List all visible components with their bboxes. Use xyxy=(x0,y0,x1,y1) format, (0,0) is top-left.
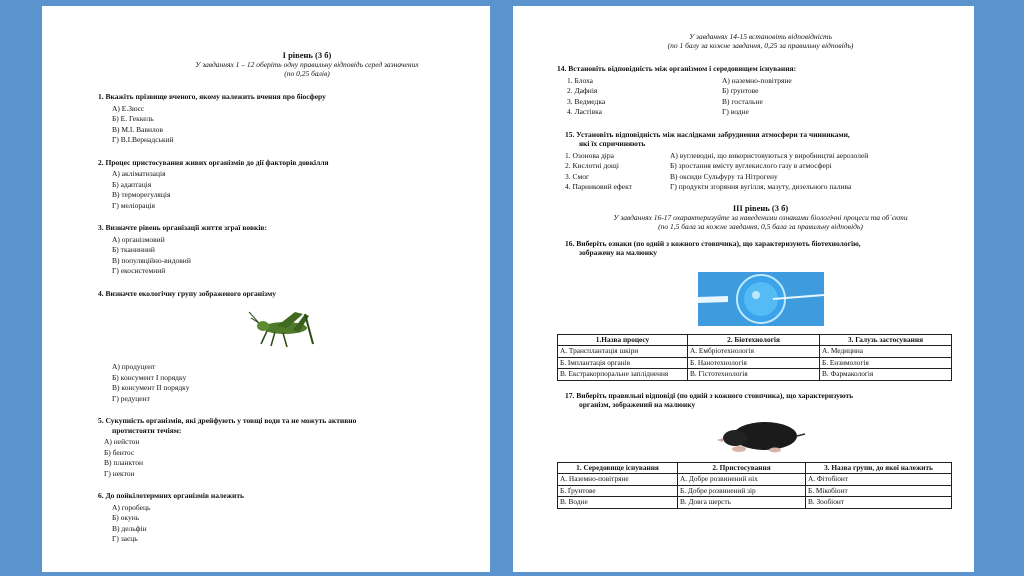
table-row xyxy=(558,485,952,497)
table-cell: В. Зообіонт xyxy=(806,497,952,509)
table-cell: Б. Добре розвинений зір xyxy=(678,485,806,497)
mole-image xyxy=(557,416,964,456)
question-15-text: 15. Установіть відповідність між наслідками забруднення атмосфери та чинниками, xyxy=(565,129,850,139)
option: А) горобець xyxy=(112,502,151,512)
option: Б) адаптація xyxy=(112,179,152,189)
option: А) нейстон xyxy=(104,437,140,446)
level-1-title: І рівень (3 б) xyxy=(282,50,332,60)
table-row xyxy=(558,357,952,369)
option: Б) окунь xyxy=(112,513,140,522)
option: Г) екосистемний xyxy=(112,266,166,275)
option: Г) заєць xyxy=(112,534,138,543)
table-cell: Б. Імплантація органів xyxy=(558,357,688,369)
question-15 xyxy=(557,130,964,193)
option: Б) Е. Геккель xyxy=(112,114,154,123)
question-3 xyxy=(98,223,476,277)
match-left: 1. Озонова діра xyxy=(565,150,614,160)
level-3-points: (по 1,5 бала за кожне завдання, 0,5 бала за правильну відповідь) xyxy=(658,221,863,231)
table-header: 1.Назва процесу xyxy=(558,334,688,346)
match-right: В) гостальне xyxy=(722,96,763,106)
question-1-text: 1. Вкажіть прізвище вченого, якому належить вчення про біосферу xyxy=(98,92,326,101)
table-cell: А. Фітобіонт xyxy=(806,474,952,486)
table-cell: В. Фармакологія xyxy=(820,369,952,381)
match-right: Г) водне xyxy=(722,107,749,116)
table-header-row xyxy=(558,334,952,346)
table-cell: Б. Ґрунтове xyxy=(558,485,678,497)
matching-points: (по 1 балу за кожне завдання, 0,25 за правильну відповідь) xyxy=(667,41,854,50)
match-left: 1. Блоха xyxy=(567,75,593,85)
table-row xyxy=(558,474,952,486)
option: В) планктон xyxy=(104,458,143,467)
match-left: 2. Дафнія xyxy=(567,86,598,95)
table-cell: В. Довга шерсть xyxy=(678,497,806,509)
left-page xyxy=(42,6,490,572)
match-right: В) оксиди Сульфуру та Нітрогену xyxy=(670,171,778,181)
option: А) організмовий xyxy=(112,234,165,244)
table-cell: А. Добре розвинений ніх xyxy=(678,474,806,486)
question-17-text-cont: організм, зображений на малюнку xyxy=(579,400,696,409)
option: В) консумент ІІ порядку xyxy=(112,383,190,392)
question-3-text: 3. Визначте рівень організації життя зграї вовків: xyxy=(98,223,267,232)
level-1-points: (по 0,25 балів) xyxy=(284,69,330,78)
option: Б) бентос xyxy=(104,447,135,457)
question-17 xyxy=(557,391,964,509)
option: Г) редуцент xyxy=(112,393,150,403)
q16-table xyxy=(557,334,952,381)
match-right: А) вуглеводні, що використовуються у виробництві аерозолей xyxy=(670,150,869,160)
table-cell: А. Трансплантація шкіри xyxy=(558,346,688,358)
option: В) популяційно-видовий xyxy=(112,255,191,265)
table-header: 2. Пристосування xyxy=(678,462,806,474)
mole-icon xyxy=(715,416,807,456)
option: В) М.І. Вавилов xyxy=(112,124,164,134)
question-6-text: 6. До пойкілотермних організмів належить xyxy=(98,491,244,500)
table-header: 3. Назва групи, до якої належить xyxy=(806,462,952,474)
match-right: Б) зростання вмісту вуглекислого газу в атмосфері xyxy=(670,161,832,170)
grasshopper-image xyxy=(98,304,476,354)
question-4 xyxy=(98,289,476,405)
option: Г) меліорація xyxy=(112,200,155,210)
question-2-text: 2. Процес пристосування живих організмів до дії факторів довкілля xyxy=(98,157,329,167)
question-15-text-cont: які їх спричиняють xyxy=(579,139,646,148)
option: А) продуцент xyxy=(112,362,156,371)
match-left: 2. Кислотні дощі xyxy=(565,161,619,170)
level-3-instruction: У завданнях 16-17 охарактеризуйте за наведеними ознаками біологічні процеси та об`єкти xyxy=(613,212,908,222)
table-cell: В. Гістотехнологія xyxy=(688,369,820,381)
question-4-text: 4. Визначте екологічну групу зображеного організму xyxy=(98,288,276,298)
option: Б) тканинний xyxy=(112,245,155,254)
question-6 xyxy=(98,491,476,545)
question-17-text: 17. Виберіть правильні відповіді (по одній з кожного стовпчика), що характеризують xyxy=(565,390,854,400)
match-left: 3. Ведмедка xyxy=(567,96,606,106)
microscope-cell-icon xyxy=(698,272,824,326)
q17-table xyxy=(557,462,952,509)
table-row xyxy=(558,497,952,509)
table-cell: В. Екстракорпоральне запліднення xyxy=(558,369,688,381)
question-5 xyxy=(98,416,476,479)
grasshopper-icon xyxy=(247,304,327,354)
question-1 xyxy=(98,92,476,146)
question-5-text-cont: протистояти течіям: xyxy=(112,425,182,435)
match-right: Г) продукти згоряння вугілля, мазуту, дизельного палива xyxy=(670,182,852,191)
option: Г) В.І.Вернадський xyxy=(112,135,174,144)
option: Г) нектон xyxy=(104,468,135,478)
table-cell: А. Ембріотехнологія xyxy=(688,346,820,358)
table-header: 3. Галузь застосування xyxy=(820,334,952,346)
option: В) дельфін xyxy=(112,523,147,533)
option: В) терморегуляція xyxy=(112,190,171,199)
option: А) Е.Зюсс xyxy=(112,103,145,113)
table-cell: Б. Ензимологія xyxy=(820,357,952,369)
right-page xyxy=(513,6,974,572)
table-row xyxy=(558,369,952,381)
table-cell: А. Медицина xyxy=(820,346,952,358)
question-16-text-cont: зображену на малюнку xyxy=(579,248,658,257)
table-cell: В. Водне xyxy=(558,497,678,509)
question-14-text: 14. Встановіть відповідність між організмом і середовищем існування: xyxy=(557,64,797,73)
question-2 xyxy=(98,158,476,212)
option: Б) консумент І порядку xyxy=(112,372,187,382)
question-5-text: 5. Сукупність організмів, які дрейфують у товщі води та не можуть активно xyxy=(98,416,357,425)
match-left: 4. Ластівка xyxy=(567,107,603,116)
question-14 xyxy=(557,64,964,118)
matching-instruction: У завданнях 14-15 встановіть відповідність xyxy=(689,32,832,41)
match-right: Б) ґрунтове xyxy=(722,86,759,95)
table-header-row xyxy=(558,462,952,474)
level-1-instruction: У завданнях 1 – 12 оберіть одну правильну відповідь серед зазначених xyxy=(195,60,419,69)
table-header: 1. Середовище існування xyxy=(558,462,678,474)
ivf-image xyxy=(557,272,964,326)
match-right: А) наземно-повітряне xyxy=(722,75,792,85)
option: А) акліматизація xyxy=(112,169,166,178)
table-cell: Б. Мікобіонт xyxy=(806,485,952,497)
table-row xyxy=(558,346,952,358)
match-left: 4. Парниковий ефект xyxy=(565,182,632,191)
table-cell: А. Наземно-повітряне xyxy=(558,474,678,486)
match-left: 3. Смог xyxy=(565,171,590,181)
level-3-title: ІІІ рівень (3 б) xyxy=(732,202,789,213)
table-cell: Б. Нанотехнологія xyxy=(688,357,820,369)
question-16-text: 16. Виберіть ознаки (по одній з кожного стовпчика), що характеризують біотехнологію, xyxy=(565,238,861,248)
table-header: 2. Біотехнологія xyxy=(688,334,820,346)
question-16 xyxy=(557,239,964,381)
